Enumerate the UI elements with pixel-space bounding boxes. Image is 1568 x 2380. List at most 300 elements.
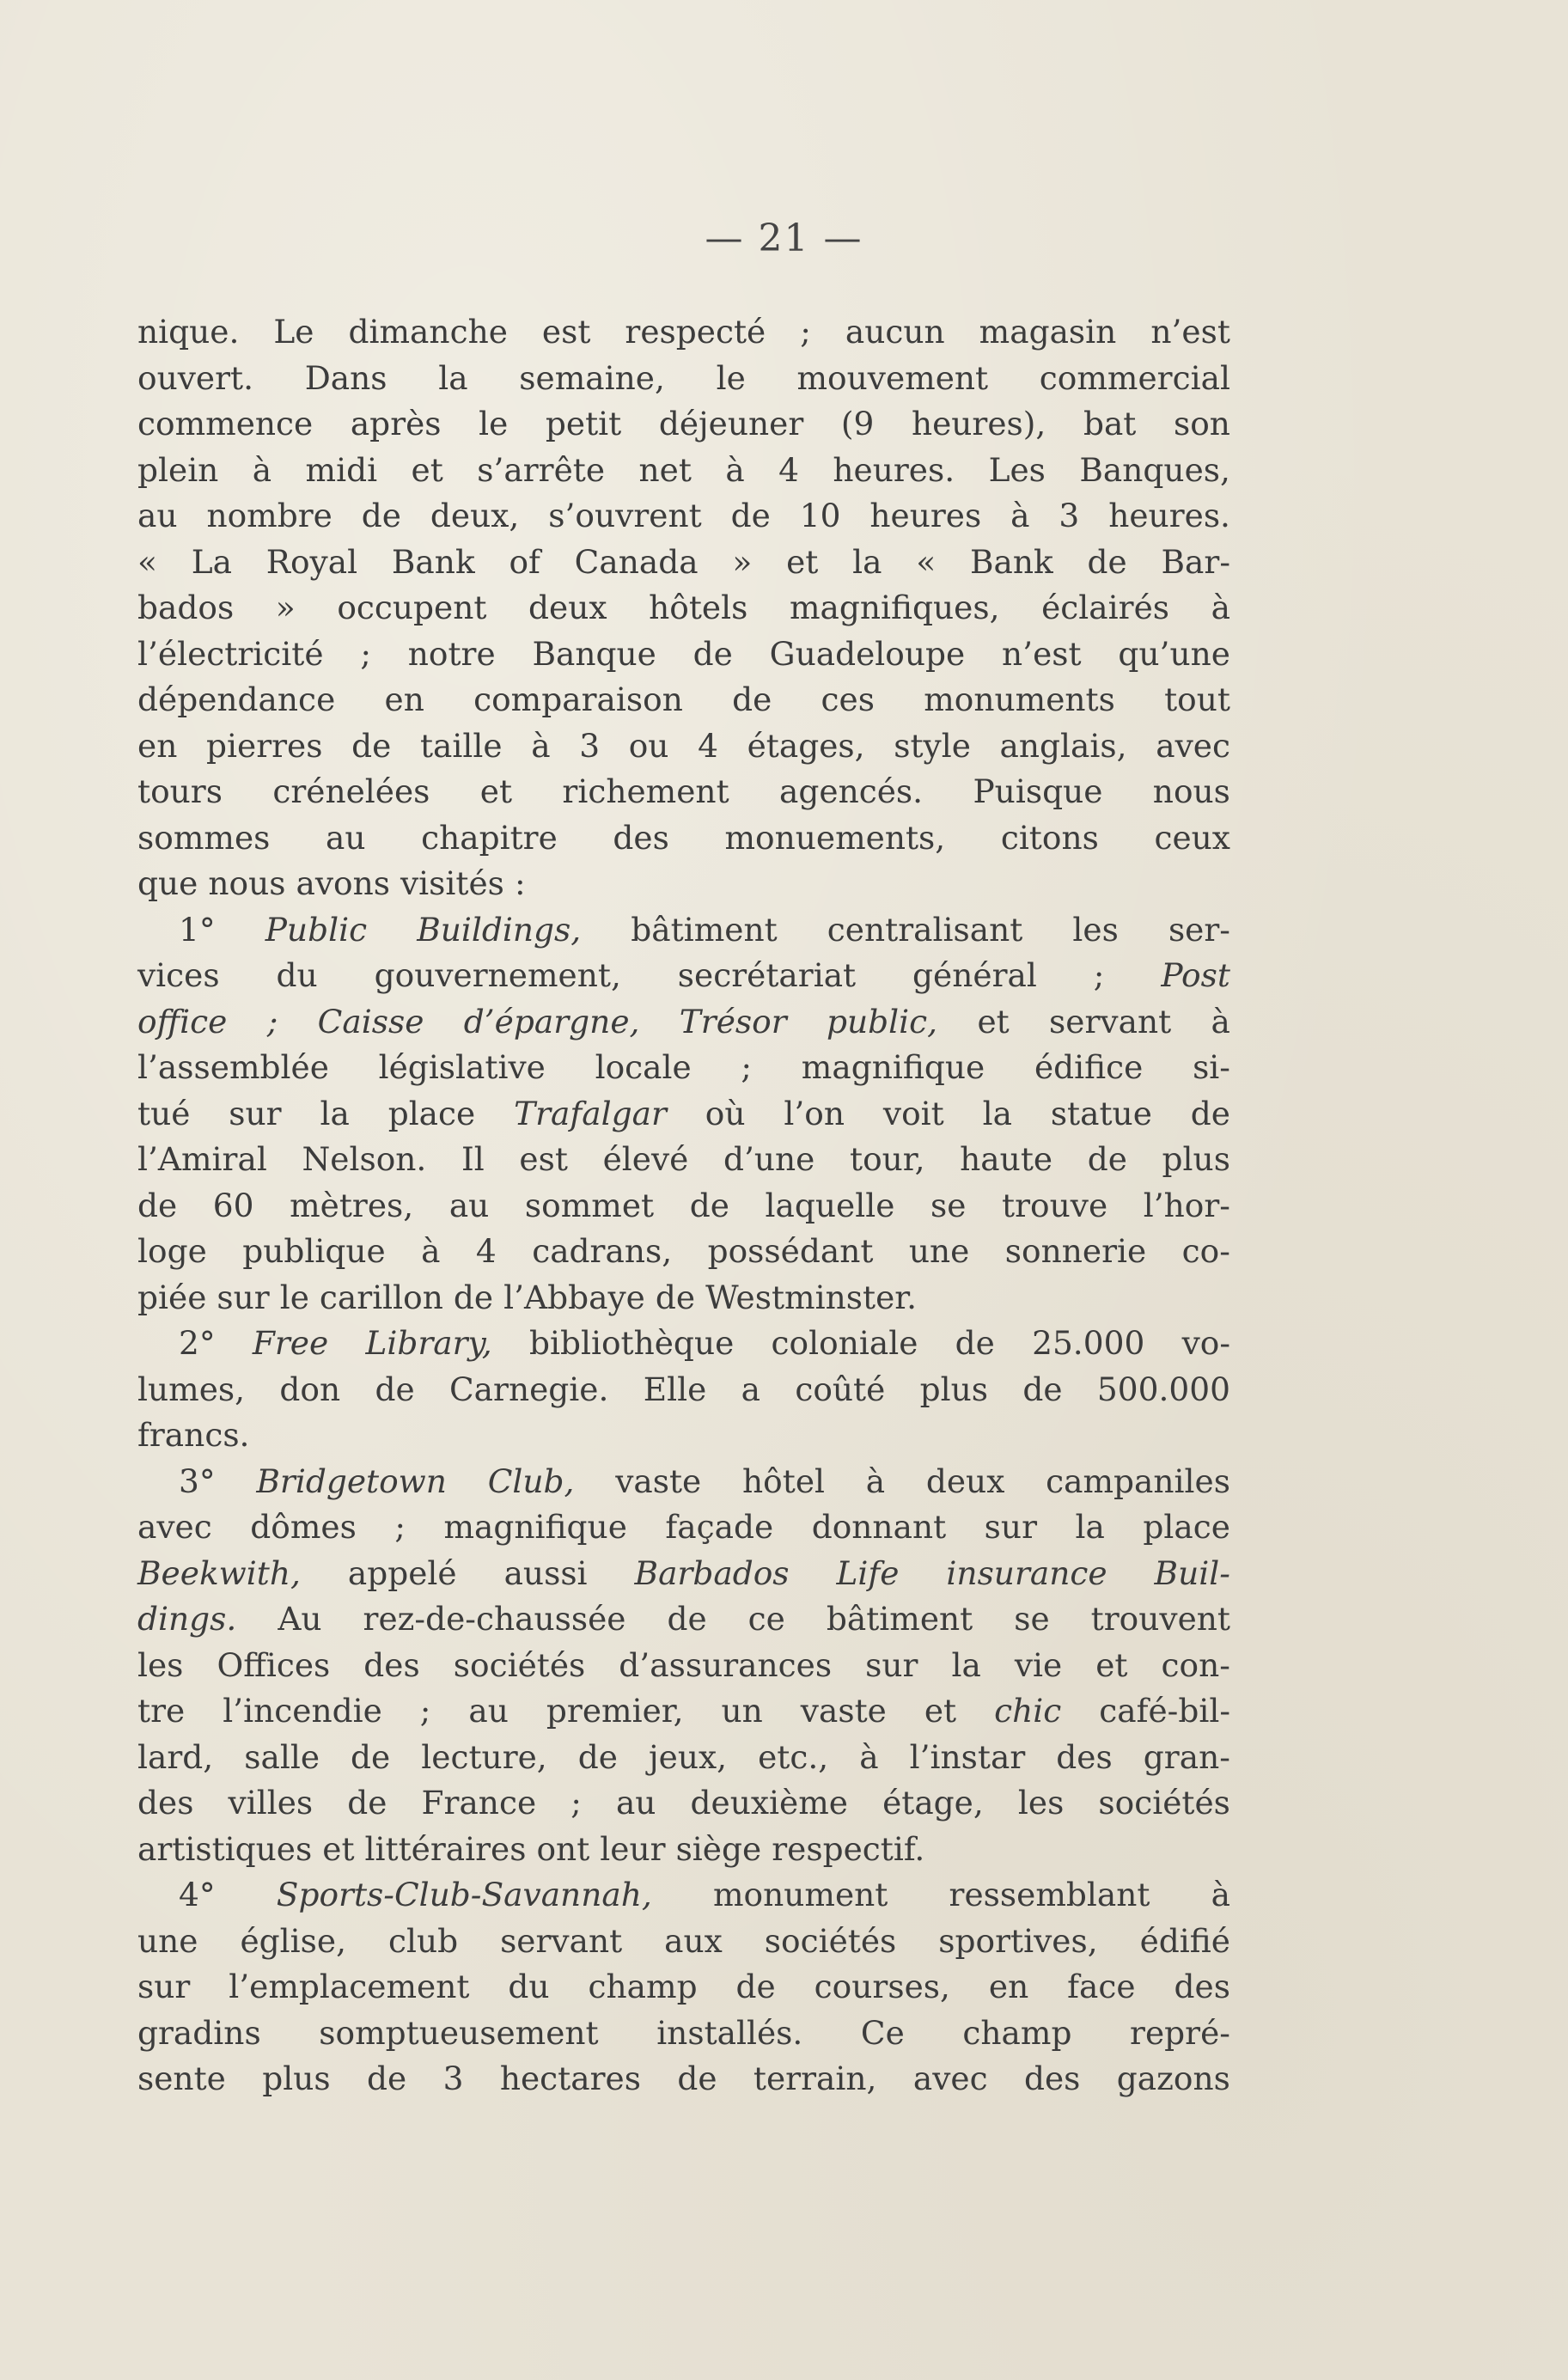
word: café-bil- [1099, 1692, 1230, 1730]
word: citons [1000, 818, 1099, 857]
word: d’assurances [619, 1645, 833, 1684]
word: cadrans, [532, 1232, 673, 1270]
word: servant [1049, 1002, 1172, 1040]
text-line [137, 540, 1230, 586]
word: installés. [656, 2013, 803, 2052]
word: etc., [758, 1737, 829, 1776]
word: : [514, 864, 526, 902]
word: à [859, 1737, 879, 1776]
word: 1° [179, 910, 216, 949]
word: champ [588, 1968, 698, 2005]
word: aux [664, 1921, 723, 1960]
word: et [322, 1829, 355, 1868]
word: une [137, 1921, 198, 1960]
word: élevé [602, 1140, 689, 1178]
word: du [508, 1968, 550, 2005]
word: Guadeloupe [769, 634, 966, 673]
word: Sports-Club-Savannah, [276, 1876, 652, 1913]
word: monuments [924, 680, 1115, 718]
word: 4 [475, 1232, 497, 1270]
word: heures. [1108, 497, 1230, 534]
word: la [438, 358, 468, 397]
word: de [347, 1784, 387, 1822]
word: ; [800, 313, 811, 351]
text-line [137, 1688, 1230, 1735]
word: centralisant [827, 910, 1023, 949]
word: 3° [179, 1462, 216, 1500]
word: bâtiment [826, 1600, 973, 1638]
word: haute [960, 1140, 1053, 1178]
word: Barbados [634, 1553, 790, 1592]
paragraph-1 [137, 309, 1230, 907]
word: un [721, 1692, 763, 1730]
word: en [384, 680, 424, 718]
word: de [453, 1278, 494, 1316]
text-line [137, 309, 1230, 356]
word: 60 [212, 1186, 254, 1224]
word: Le [273, 313, 314, 351]
word: sociétés [764, 1921, 897, 1960]
word: Puisque [973, 772, 1103, 810]
word: sur [137, 1968, 191, 2005]
word: n’est [1150, 313, 1230, 351]
word: « [916, 542, 937, 581]
text-line [137, 1045, 1230, 1091]
word: gradins [137, 2013, 261, 2052]
text-line [137, 1137, 1230, 1183]
word: de [732, 680, 772, 718]
word: trouve [1002, 1186, 1108, 1224]
word: à [1211, 1002, 1230, 1040]
word: 4° [179, 1876, 216, 1913]
word: de [730, 497, 771, 534]
word: style [894, 726, 971, 765]
word: de [137, 1186, 178, 1224]
word: ouvert. [137, 358, 254, 397]
word: magasin [979, 313, 1117, 351]
word: coûté [795, 1370, 886, 1408]
word: heures. [833, 450, 955, 489]
text-line [137, 1229, 1230, 1275]
text-line [137, 1735, 1230, 1781]
word: anglais, [999, 726, 1127, 765]
word: 4 [778, 450, 799, 489]
word: chapitre [421, 818, 558, 857]
word: plus [262, 2060, 331, 2097]
word: bâtiment [631, 910, 778, 949]
word: étage, [882, 1784, 984, 1822]
word: l’Abbaye [503, 1278, 645, 1316]
word: rez-de-chaussée [363, 1600, 626, 1638]
word: club [387, 1921, 459, 1960]
word: Club, [487, 1462, 575, 1500]
word: d’une [723, 1140, 815, 1178]
word: tué [137, 1094, 191, 1132]
word: se [930, 1186, 967, 1224]
word: repré- [1130, 2013, 1230, 2052]
word: déjeuner [658, 405, 804, 442]
word: public, [827, 1002, 938, 1040]
word: semaine, [519, 358, 665, 397]
word: locale [595, 1048, 692, 1086]
word: étages, [747, 726, 865, 765]
word: appelé [347, 1553, 457, 1592]
word: sportives, [938, 1921, 1098, 1960]
word: publique [242, 1232, 386, 1270]
word: deux [528, 589, 607, 626]
word: gran- [1143, 1737, 1230, 1776]
word: Carnegie. [448, 1370, 609, 1408]
text-line [137, 401, 1230, 448]
word: face [1067, 1968, 1136, 2005]
word: nous [1152, 772, 1230, 810]
word: église, [240, 1921, 346, 1960]
text-line [137, 1413, 1230, 1459]
word: deuxième [690, 1784, 848, 1822]
word: ; [266, 1002, 278, 1040]
word: Bank [391, 542, 475, 581]
word: et [786, 542, 819, 581]
word: somptueusement [319, 2013, 599, 2052]
word: monument [712, 1876, 888, 1913]
word: visités [400, 864, 504, 902]
word: Royal [265, 542, 358, 581]
word: 3 [442, 2060, 464, 2097]
word: l’hor- [1143, 1186, 1230, 1224]
word: de [361, 497, 401, 534]
word: premier, [546, 1692, 684, 1730]
word: des [1174, 1968, 1230, 2005]
word: nique. [137, 313, 240, 351]
word: ; [394, 1508, 406, 1546]
word: tre [137, 1692, 186, 1730]
word: avec [912, 2060, 988, 2097]
word: législative [378, 1048, 546, 1086]
word: plus [1162, 1140, 1230, 1178]
word: gazons [1116, 2060, 1230, 2097]
word: en [988, 1968, 1029, 2005]
word: sonnerie [1004, 1232, 1147, 1270]
word: 4 [698, 726, 718, 765]
word: tour, [850, 1140, 925, 1178]
word: ser- [1168, 910, 1230, 949]
word: du [276, 956, 318, 994]
text-line [137, 356, 1230, 402]
word: con- [1161, 1645, 1230, 1684]
word: de [351, 726, 392, 765]
word: le [279, 1278, 309, 1316]
text-line [137, 585, 1230, 632]
word: édifice [1034, 1048, 1144, 1086]
word: comparaison [473, 680, 683, 718]
word: d’épargne, [463, 1002, 640, 1040]
word: l’incendie [223, 1692, 382, 1730]
word: don [279, 1370, 341, 1408]
word: dômes [250, 1508, 357, 1546]
word: l’instar [909, 1737, 1026, 1776]
word: Free [252, 1324, 329, 1362]
word: ; [570, 1784, 582, 1822]
word: littéraires [364, 1829, 527, 1868]
word: monuements, [724, 818, 946, 857]
word: les [137, 1645, 184, 1684]
word: Canada [574, 542, 699, 581]
word: à [1211, 1876, 1230, 1913]
word: en [137, 726, 178, 765]
word: magnifique [443, 1508, 627, 1546]
word: de [367, 2060, 407, 2097]
word: (9 [840, 405, 875, 442]
word: coloniale [771, 1324, 918, 1362]
word: vo- [1181, 1324, 1230, 1362]
text-line [137, 2011, 1230, 2057]
word: co- [1181, 1232, 1230, 1270]
word: avons [296, 864, 390, 902]
word: Bank [969, 542, 1053, 581]
word: et [1095, 1645, 1128, 1684]
word: hôtel [742, 1462, 825, 1500]
word: au [137, 497, 178, 534]
text-line [137, 1091, 1230, 1138]
word: à [252, 450, 272, 489]
text-line [137, 769, 1230, 815]
word: lecture, [421, 1737, 547, 1776]
word: la [320, 1094, 350, 1132]
word: commence [137, 405, 314, 442]
word: mouvement [796, 358, 989, 397]
word: crénelées [272, 772, 430, 810]
text-line [137, 815, 1230, 862]
word: France [421, 1784, 537, 1822]
word: et [977, 1002, 1010, 1040]
word: » [275, 589, 296, 626]
word: n’est [1002, 634, 1082, 673]
word: deux, [430, 497, 520, 534]
word: Bar- [1161, 542, 1230, 581]
word: vices [137, 956, 220, 994]
word: place [387, 1094, 476, 1132]
word: donnant [811, 1508, 947, 1546]
word: si- [1193, 1048, 1230, 1086]
word: Elle [643, 1370, 707, 1408]
word: des [363, 1645, 420, 1684]
word: avec [1156, 726, 1230, 765]
word: plein [137, 450, 219, 489]
word: aucun [845, 313, 945, 351]
word: les [1017, 1784, 1065, 1822]
word: piée [137, 1278, 207, 1316]
paragraph-5 [137, 1872, 1230, 2102]
word: des [613, 818, 669, 857]
paragraph-3 [137, 1321, 1230, 1459]
word: Banques, [1079, 450, 1230, 489]
word: 25.000 [1032, 1324, 1145, 1362]
word: à [1010, 497, 1030, 534]
word: trouvent [1090, 1600, 1230, 1638]
text-line [137, 2056, 1230, 2102]
word: siège [675, 1829, 762, 1868]
word: aussi [503, 1553, 588, 1592]
word: sur [229, 1094, 282, 1132]
word: terrain, [753, 2060, 877, 2097]
text-line [137, 493, 1230, 540]
word: est [519, 1140, 568, 1178]
word: que [137, 864, 198, 902]
word: édifié [1139, 1921, 1230, 1960]
word: Trafalgar [514, 1094, 667, 1132]
word: agencés. [779, 772, 924, 810]
word: Public [265, 910, 368, 949]
text-line [137, 1183, 1230, 1230]
word: 2° [179, 1324, 216, 1362]
word: sente [137, 2060, 226, 2097]
word: ; [360, 634, 371, 673]
text-line [137, 723, 1230, 770]
word: de [375, 1370, 415, 1408]
word: magnifique [801, 1048, 985, 1086]
word: sociétés [1098, 1784, 1230, 1822]
word: voit [882, 1094, 944, 1132]
word: vie [1014, 1645, 1063, 1684]
word: of [509, 542, 540, 581]
word: général [912, 956, 1037, 994]
word: Buil- [1154, 1553, 1230, 1592]
word: ont [536, 1829, 590, 1868]
word: de [692, 634, 733, 673]
word: à [865, 1462, 886, 1500]
word: la [982, 1094, 1012, 1132]
word: bibliothèque [528, 1324, 735, 1362]
word: sociétés [453, 1645, 586, 1684]
word: tout [1164, 680, 1230, 718]
word: et [924, 1692, 957, 1730]
word: dépendance [137, 680, 336, 718]
word: à [421, 1232, 441, 1270]
word: de [667, 1600, 707, 1638]
word: ou [628, 726, 669, 765]
word: sur [865, 1645, 918, 1684]
word: office [137, 1002, 228, 1040]
word: statue [1050, 1094, 1152, 1132]
word: lumes, [137, 1370, 246, 1408]
word: Banque [532, 634, 656, 673]
word: des [1023, 2060, 1081, 2097]
word: est [541, 313, 591, 351]
word: sur [984, 1508, 1037, 1546]
word: Westminster. [705, 1278, 917, 1316]
word: le [479, 405, 509, 442]
word: se [1014, 1600, 1050, 1638]
word: l’on [784, 1094, 845, 1132]
word: loge [137, 1232, 207, 1270]
word: lard, [137, 1737, 214, 1776]
word: ; [1093, 956, 1105, 994]
word: Caisse [317, 1002, 424, 1040]
word: la [951, 1645, 981, 1684]
word: ; [419, 1692, 431, 1730]
word: de [1087, 1140, 1127, 1178]
text-line [137, 907, 1230, 954]
word: salle [244, 1737, 320, 1776]
word: place [1143, 1508, 1230, 1546]
word: la [852, 542, 882, 581]
word: net [638, 450, 692, 489]
text-line [137, 1367, 1230, 1413]
word: de [735, 1968, 776, 2005]
word: » [732, 542, 753, 581]
text-line [137, 1643, 1230, 1689]
word: Post [1161, 956, 1230, 994]
paragraph-2 [137, 907, 1230, 1321]
word: artistiques [137, 1829, 313, 1868]
word: façade [665, 1508, 774, 1546]
word: les [1072, 910, 1119, 949]
word: Au [278, 1600, 322, 1638]
text-line [137, 1919, 1230, 1965]
word: de [1087, 542, 1127, 581]
word: de [655, 1278, 696, 1316]
word: de [351, 1737, 391, 1776]
word: vaste [800, 1692, 887, 1730]
word: et [411, 450, 443, 489]
word: hôtels [649, 589, 748, 626]
word: possédant [707, 1232, 874, 1270]
word: heures), [911, 405, 1046, 442]
word: des [137, 1784, 194, 1822]
word: commercial [1039, 358, 1230, 397]
word: laquelle [765, 1186, 895, 1224]
word: une [908, 1232, 970, 1270]
word: de [677, 2060, 717, 2097]
word: après [350, 405, 442, 442]
text-line [137, 999, 1230, 1046]
word: 3 [579, 726, 601, 765]
word: nombre [206, 497, 333, 534]
word: bados [137, 589, 235, 626]
page-number: — 21 — [705, 217, 863, 260]
word: l’assemblée [137, 1048, 329, 1086]
word: gouvernement, [374, 956, 621, 994]
text-line [137, 1827, 1230, 1873]
word: Nelson. [302, 1140, 427, 1178]
word: magnifiques, [789, 589, 1000, 626]
word: s’ouvrent [548, 497, 702, 534]
text-line [137, 1321, 1230, 1367]
word: respectif. [772, 1829, 925, 1868]
text-line [137, 1964, 1230, 2011]
word: vaste [615, 1462, 702, 1500]
word: mètres, [290, 1186, 414, 1224]
text-line [137, 1275, 1230, 1321]
word: Buildings, [417, 910, 582, 949]
text-line [137, 1504, 1230, 1551]
word: et [479, 772, 513, 810]
word: au [615, 1784, 656, 1822]
paragraph-4 [137, 1459, 1230, 1873]
word: l’électricité [137, 634, 324, 673]
word: hectares [499, 2060, 641, 2097]
word: jeux, [649, 1737, 728, 1776]
word: au [448, 1186, 490, 1224]
word: taille [419, 726, 503, 765]
word: notre [407, 634, 496, 673]
word: s’arrête [477, 450, 606, 489]
word: son [1173, 405, 1230, 442]
word: bat [1083, 405, 1137, 442]
word: des [1056, 1737, 1113, 1776]
word: de [1022, 1370, 1063, 1408]
word: insurance [946, 1553, 1107, 1592]
